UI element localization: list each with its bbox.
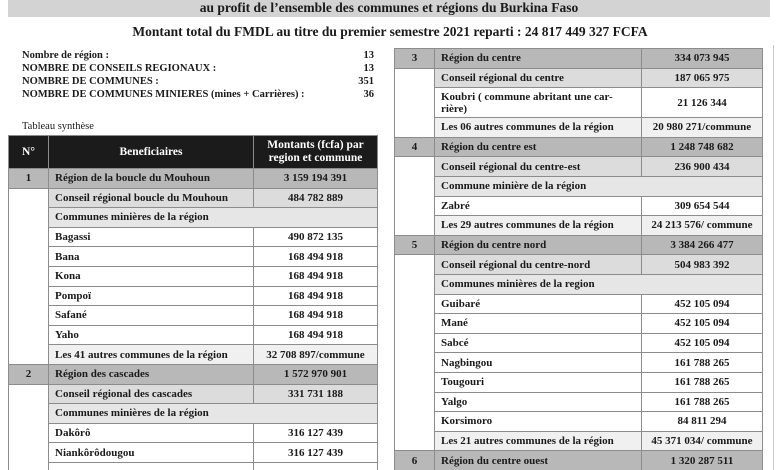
beneficiaire-cell: Bagassi bbox=[49, 227, 254, 247]
table-row bbox=[395, 216, 763, 236]
beneficiaire-cell: Bana bbox=[49, 247, 254, 267]
amount-cell: 1 248 748 682 bbox=[642, 137, 763, 157]
amount-cell: 490 872 135 bbox=[254, 227, 378, 247]
beneficiaire-cell: Région du centre bbox=[435, 49, 642, 69]
page-edge-divider bbox=[773, 45, 774, 470]
beneficiaire-cell: Conseil régional boucle du Mouhoun bbox=[49, 188, 254, 208]
beneficiaire-cell: Sabcé bbox=[435, 333, 642, 353]
beneficiaire-cell: Pompoï bbox=[49, 286, 254, 306]
blank-number-cell bbox=[9, 188, 49, 364]
table-row bbox=[395, 88, 763, 118]
table-row bbox=[395, 392, 763, 412]
beneficiaire-cell: Tougouri bbox=[435, 372, 642, 392]
beneficiaire-cell: Les 21 autres communes de la région bbox=[435, 431, 642, 451]
amount-cell: 187 065 975 bbox=[642, 68, 763, 88]
beneficiaire-cell: Yalgo bbox=[435, 392, 642, 412]
amount-cell: 316 127 439 bbox=[254, 423, 378, 443]
table-row bbox=[395, 157, 763, 177]
table-row bbox=[9, 247, 378, 267]
beneficiaire-cell: Les 29 autres communes de la région bbox=[435, 216, 642, 236]
amount-cell: 168 494 918 bbox=[254, 247, 378, 267]
table-row bbox=[9, 208, 378, 228]
table-row bbox=[395, 314, 763, 334]
amount-cell: 24 213 576/ commune bbox=[642, 216, 763, 236]
table-row bbox=[9, 462, 378, 470]
amount-cell: 3 159 194 391 bbox=[254, 169, 378, 189]
amount-cell: 309 654 544 bbox=[642, 196, 763, 216]
region-number: 4 bbox=[395, 137, 435, 157]
stat-row-communes bbox=[22, 75, 374, 88]
blank-number-cell bbox=[395, 68, 435, 137]
amount-cell: 452 105 094 bbox=[642, 314, 763, 334]
amount-cell: 45 371 034/ commune bbox=[642, 431, 763, 451]
amount-cell: 168 494 918 bbox=[254, 306, 378, 326]
table-row bbox=[9, 384, 378, 404]
banner-text: au profit de l’ensemble des communes et régions du Burkina Faso bbox=[199, 0, 579, 15]
blank-number-cell bbox=[9, 384, 49, 470]
amount-cell: 1 320 287 511 bbox=[642, 451, 763, 470]
table-row bbox=[9, 286, 378, 306]
blank-number-cell bbox=[395, 157, 435, 235]
table-row bbox=[395, 431, 763, 451]
table-row bbox=[9, 345, 378, 365]
table-row bbox=[395, 176, 763, 196]
stat-label: NOMBRE DE COMMUNES : bbox=[22, 76, 159, 87]
stat-row-conseils bbox=[22, 62, 374, 75]
right-table-body bbox=[395, 49, 763, 470]
stat-label: NOMBRE DE CONSEILS REGIONAUX : bbox=[22, 63, 217, 74]
header-montants: Montants (fcfa) par region et commune bbox=[254, 136, 378, 169]
amount-cell: 20 980 271/commune bbox=[642, 118, 763, 138]
table-row bbox=[395, 274, 763, 294]
table-row bbox=[395, 255, 763, 275]
beneficiaire-cell bbox=[49, 462, 254, 470]
stat-label: Nombre de région : bbox=[22, 50, 109, 61]
stat-value: 13 bbox=[363, 50, 374, 61]
region-number: 3 bbox=[395, 49, 435, 69]
stat-row-regions bbox=[22, 49, 374, 62]
summary-table-left bbox=[8, 135, 378, 470]
beneficiaire-cell: Communes minières de la région bbox=[49, 404, 378, 424]
beneficiaire-cell: Kona bbox=[49, 266, 254, 286]
beneficiaire-cell: Guibaré bbox=[435, 294, 642, 314]
amount-cell: 161 788 265 bbox=[642, 392, 763, 412]
table-row bbox=[395, 68, 763, 88]
table-row bbox=[9, 325, 378, 345]
beneficiaire-cell: Région des cascades bbox=[49, 364, 254, 384]
beneficiaire-cell: Conseil régional du centre bbox=[435, 68, 642, 88]
amount-cell: 484 782 889 bbox=[254, 188, 378, 208]
beneficiaire-cell: Région de la boucle du Mouhoun bbox=[49, 169, 254, 189]
amount-cell: 168 494 918 bbox=[254, 266, 378, 286]
beneficiaire-cell: Conseil régional des cascades bbox=[49, 384, 254, 404]
amount-cell: 1 572 970 901 bbox=[254, 364, 378, 384]
table-row bbox=[9, 404, 378, 424]
amount-cell: 168 494 918 bbox=[254, 286, 378, 306]
table-row bbox=[395, 372, 763, 392]
total-amount-heading: Montant total du FMDL au titre du premier semestre 2021 reparti : 24 817 449 327 FCFA bbox=[132, 24, 648, 39]
table-row bbox=[395, 353, 763, 373]
region-number: 2 bbox=[9, 364, 49, 384]
amount-cell: 452 105 094 bbox=[642, 333, 763, 353]
stat-row-communes-minieres bbox=[22, 88, 374, 101]
amount-cell: 316 127 439 bbox=[254, 443, 378, 463]
table-row bbox=[9, 306, 378, 326]
beneficiaire-cell: Les 41 autres communes de la région bbox=[49, 345, 254, 365]
beneficiaire-cell: Conseil régional du centre-nord bbox=[435, 255, 642, 275]
table-row bbox=[9, 266, 378, 286]
table-row bbox=[9, 227, 378, 247]
summary-table-right bbox=[394, 48, 763, 470]
beneficiaire-cell: Conseil régional du centre-est bbox=[435, 157, 642, 177]
table-row bbox=[395, 412, 763, 432]
stat-value: 351 bbox=[358, 76, 374, 87]
amount-cell: 236 900 434 bbox=[642, 157, 763, 177]
table-row bbox=[9, 443, 378, 463]
beneficiaire-cell: Nagbingou bbox=[435, 353, 642, 373]
document-banner bbox=[8, 0, 770, 17]
stats-block bbox=[22, 49, 374, 101]
region-row bbox=[395, 137, 763, 157]
amount-cell: 452 105 094 bbox=[642, 294, 763, 314]
beneficiaire-cell: Région du centre est bbox=[435, 137, 642, 157]
table-row bbox=[395, 196, 763, 216]
beneficiaire-cell: Région du centre nord bbox=[435, 235, 642, 255]
beneficiaire-cell: Koubri ( commune abritant une car-rière) bbox=[435, 88, 642, 118]
table-row bbox=[395, 294, 763, 314]
beneficiaire-cell: Safané bbox=[49, 306, 254, 326]
amount-cell: 3 384 266 477 bbox=[642, 235, 763, 255]
region-row bbox=[395, 451, 763, 470]
amount-cell: 21 126 344 bbox=[642, 88, 763, 118]
beneficiaire-cell: Région du centre ouest bbox=[435, 451, 642, 470]
table-row bbox=[395, 118, 763, 138]
beneficiaire-cell: Yaho bbox=[49, 325, 254, 345]
region-row bbox=[9, 364, 378, 384]
amount-cell: 161 788 265 bbox=[642, 353, 763, 373]
amount-cell: 84 811 294 bbox=[642, 412, 763, 432]
stat-value: 36 bbox=[363, 89, 374, 100]
region-number: 6 bbox=[395, 451, 435, 470]
amount-cell: 334 073 945 bbox=[642, 49, 763, 69]
region-row bbox=[395, 49, 763, 69]
amount-cell: 331 731 188 bbox=[254, 384, 378, 404]
beneficiaire-cell: Communes minières de la region bbox=[435, 274, 763, 294]
amount-cell bbox=[254, 462, 378, 470]
region-number: 5 bbox=[395, 235, 435, 255]
beneficiaire-cell: Les 06 autres communes de la région bbox=[435, 118, 642, 138]
header-beneficiaires: Beneficiaires bbox=[49, 136, 254, 169]
table-caption: Tableau synthèse bbox=[22, 121, 94, 132]
header-num: N° bbox=[9, 136, 49, 169]
beneficiaire-cell: Niankôrôdougou bbox=[49, 443, 254, 463]
blank-number-cell bbox=[395, 255, 435, 451]
left-table-body bbox=[9, 169, 378, 470]
region-row bbox=[9, 169, 378, 189]
amount-cell: 168 494 918 bbox=[254, 325, 378, 345]
table-row bbox=[395, 333, 763, 353]
beneficiaire-cell: Dakôrô bbox=[49, 423, 254, 443]
table-row bbox=[9, 423, 378, 443]
beneficiaire-cell: Mané bbox=[435, 314, 642, 334]
beneficiaire-cell: Commune minière de la région bbox=[435, 176, 763, 196]
region-row bbox=[395, 235, 763, 255]
region-number: 1 bbox=[9, 169, 49, 189]
amount-cell: 161 788 265 bbox=[642, 372, 763, 392]
beneficiaire-cell: Communes minières de la région bbox=[49, 208, 378, 228]
table-row bbox=[9, 188, 378, 208]
amount-cell: 504 983 392 bbox=[642, 255, 763, 275]
stat-label: NOMBRE DE COMMUNES MINIERES (mines + Carrières) : bbox=[22, 89, 305, 100]
beneficiaire-cell: Zabré bbox=[435, 196, 642, 216]
beneficiaire-cell: Korsimoro bbox=[435, 412, 642, 432]
stat-value: 13 bbox=[363, 63, 374, 74]
amount-cell: 32 708 897/commune bbox=[254, 345, 378, 365]
table-header-row bbox=[9, 136, 378, 169]
